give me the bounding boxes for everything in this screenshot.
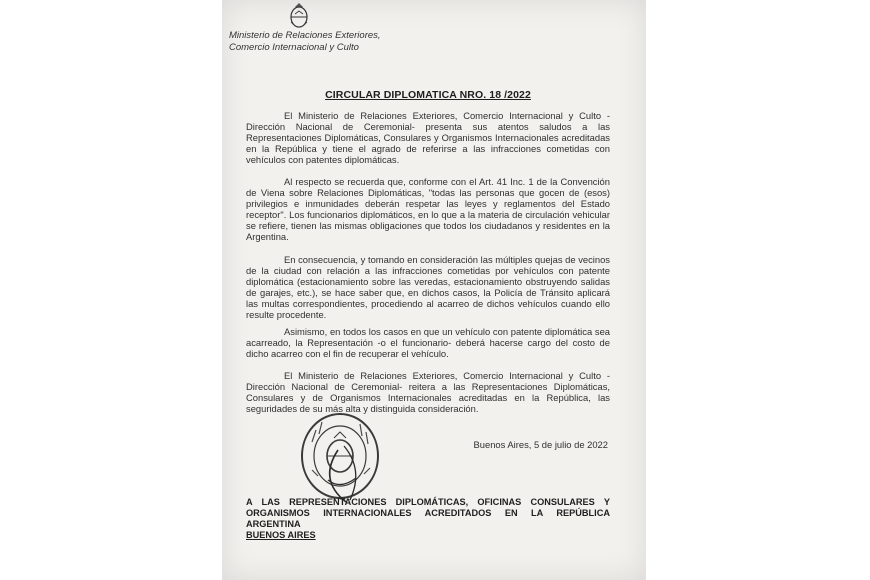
- paragraph-2: Al respecto se recuerda que, conforme con el Art. 41 Inc. 1 de la Convención de Viena sobre Relaciones Diplomáticas, "todas las personas que gocen de (esos) privilegios e inmunidades deberán respetar las leyes y reglamentos del Estado receptor". Los funcionarios diplomáticos, en lo que a la materia de circulación vehicular se refiere, tienen las mismas obligaciones que todos los ciudadanos y residentes en la Argentina.: [246, 176, 610, 242]
- paragraph-3: En consecuencia, y tomando en consideración las múltiples quejas de vecinos de la ciudad con relación a las infracciones cometidas por vehículos con patente diplomática (estacionamiento sobre las veredas, estacionamiento obstruyendo salidas de garajes, etc.), se hace saber que, en dichos casos, la Policía de Tránsito aplicará las multas correspondientes, procediendo al acarreo de dichos vehículos cuando ello resulte procedente.: [246, 254, 610, 320]
- paragraph-4: Asimismo, en todos los casos en que un vehículo con patente diplomática sea acarreado, la Representación -o el funcionario- deberá hacerse cargo del costo de dicho acarreo con el fin de recuperar el vehículo.: [246, 326, 610, 359]
- addressee-block: [246, 497, 610, 541]
- paragraph-5: El Ministerio de Relaciones Exteriores, Comercio Internacional y Culto -Dirección Nacional de Ceremonial- reitera a las Representaciones Diplomáticas, Consulares y de Organismos Internacionales acreditadas en la República, las seguridades de su más alta y distinguida consideración.: [246, 370, 610, 414]
- document-title: CIRCULAR DIPLOMATICA NRO. 18 /2022: [325, 89, 531, 101]
- ministry-line-1: Ministerio de Relaciones Exteriores,: [229, 30, 381, 41]
- addressee-recipients: A LAS REPRESENTACIONES DIPLOMÁTICAS, OFICINAS CONSULARES Y ORGANISMOS INTERNACIONALES ACREDITADOS EN LA REPÚBLICA ARGENTINA: [246, 497, 610, 529]
- addressee-city: BUENOS AIRES: [246, 530, 316, 540]
- coat-of-arms-icon: [288, 2, 310, 30]
- ministry-line-2: Comercio Internacional y Culto: [229, 42, 359, 53]
- official-seal-stamp: [298, 410, 382, 508]
- ministry-header: [229, 30, 381, 54]
- document-date: Buenos Aires, 5 de julio de 2022: [473, 439, 608, 450]
- paragraph-1: El Ministerio de Relaciones Exteriores, Comercio Internacional y Culto -Dirección Nacional de Ceremonial- presenta sus atentos saludos a las Representaciones Diplomáticas, Consulares y Organismos Internacionales acreditadas en la República y tiene el agrado de referirse a las infracciones cometidas con vehículos con patentes diplomáticas.: [246, 110, 610, 165]
